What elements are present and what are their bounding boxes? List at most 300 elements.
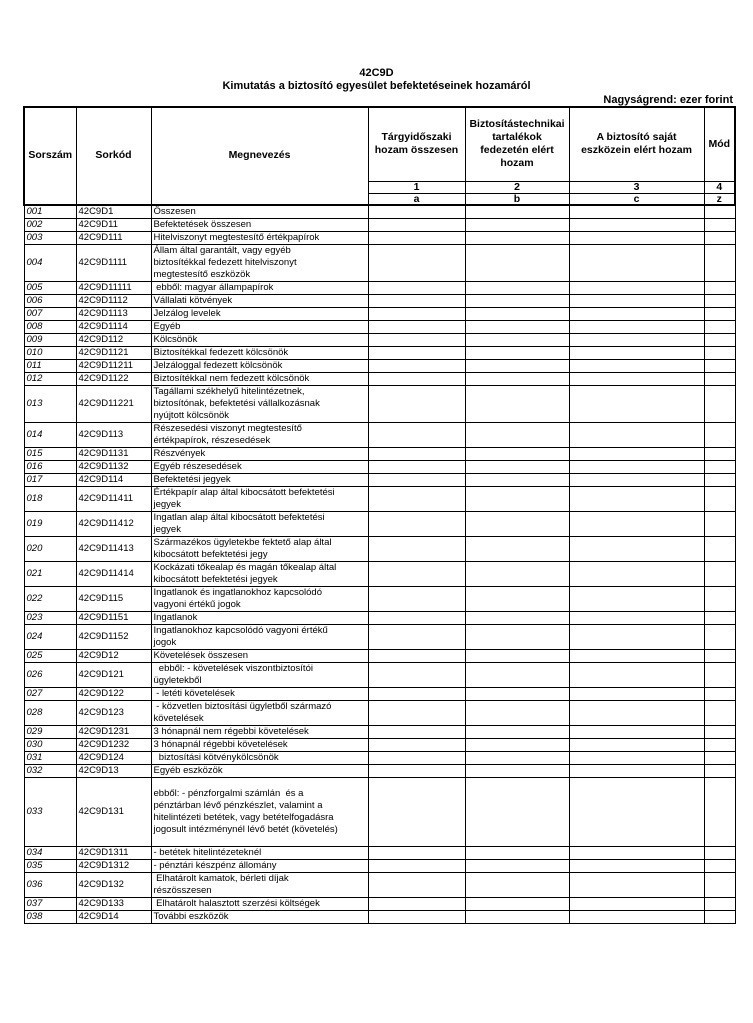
value-cell-1[interactable] (368, 307, 465, 320)
row-code: 42C9D1122 (76, 372, 151, 385)
value-cell-3[interactable] (569, 218, 704, 231)
value-cell-3[interactable] (569, 320, 704, 333)
table-row (24, 536, 735, 561)
row-number: 006 (24, 294, 76, 307)
value-cell-2[interactable] (465, 205, 569, 219)
value-cell-mod[interactable] (704, 662, 735, 687)
value-cell-3[interactable] (569, 624, 704, 649)
value-cell-2[interactable] (465, 700, 569, 725)
value-cell-mod[interactable] (704, 725, 735, 738)
value-cell-3[interactable] (569, 422, 704, 447)
row-description: Biztosítékkal nem fedezett kölcsönök (151, 372, 368, 385)
value-cell-3[interactable] (569, 777, 704, 846)
table-body (24, 205, 735, 924)
value-cell-3[interactable] (569, 738, 704, 751)
table-row (24, 725, 735, 738)
value-cell-3[interactable] (569, 244, 704, 281)
table-row (24, 486, 735, 511)
table-row (24, 511, 735, 536)
row-description: - pénztári készpénz állomány (151, 859, 368, 872)
value-cell-mod[interactable] (704, 294, 735, 307)
col-number-3: 3 (569, 181, 704, 193)
row-code: 42C9D1232 (76, 738, 151, 751)
value-cell-mod[interactable] (704, 859, 735, 872)
value-cell-mod[interactable] (704, 359, 735, 372)
value-cell-mod[interactable] (704, 910, 735, 923)
row-number: 024 (24, 624, 76, 649)
row-code: 42C9D1131 (76, 447, 151, 460)
value-cell-2[interactable] (465, 777, 569, 846)
value-cell-1[interactable] (368, 447, 465, 460)
value-cell-2[interactable] (465, 359, 569, 372)
col-number-4: 4 (704, 181, 735, 193)
value-cell-2[interactable] (465, 687, 569, 700)
value-cell-3[interactable] (569, 536, 704, 561)
value-cell-mod[interactable] (704, 586, 735, 611)
value-cell-2[interactable] (465, 910, 569, 923)
table-row (24, 244, 735, 281)
col-letter-a: a (368, 193, 465, 205)
value-cell-1[interactable] (368, 294, 465, 307)
value-cell-2[interactable] (465, 738, 569, 751)
row-number: 011 (24, 359, 76, 372)
value-cell-mod[interactable] (704, 486, 735, 511)
row-code: 42C9D11411 (76, 486, 151, 511)
value-cell-3[interactable] (569, 611, 704, 624)
row-description: Összesen (151, 205, 368, 219)
row-number: 038 (24, 910, 76, 923)
table-row (24, 320, 735, 333)
value-cell-1[interactable] (368, 536, 465, 561)
value-cell-2[interactable] (465, 649, 569, 662)
value-cell-1[interactable] (368, 910, 465, 923)
col-letter-c: c (569, 193, 704, 205)
value-cell-2[interactable] (465, 460, 569, 473)
report-table (23, 106, 736, 924)
row-code: 42C9D1 (76, 205, 151, 219)
value-cell-1[interactable] (368, 649, 465, 662)
value-cell-2[interactable] (465, 846, 569, 859)
value-cell-1[interactable] (368, 511, 465, 536)
table-row (24, 281, 735, 294)
value-cell-1[interactable] (368, 586, 465, 611)
value-cell-mod[interactable] (704, 333, 735, 346)
row-number: 027 (24, 687, 76, 700)
value-cell-3[interactable] (569, 859, 704, 872)
value-cell-2[interactable] (465, 294, 569, 307)
row-description: Ingatlanokhoz kapcsolódó vagyoni értékű jogok (151, 624, 368, 649)
value-cell-2[interactable] (465, 536, 569, 561)
unit-label: Nagyságrend: ezer forint (603, 94, 733, 106)
table-row (24, 586, 735, 611)
value-cell-1[interactable] (368, 346, 465, 359)
row-description: biztosítási kötvénykölcsönök (151, 751, 368, 764)
table-row (24, 611, 735, 624)
row-number: 037 (24, 897, 76, 910)
page-title: Kimutatás a biztosító egyesület befektetéseinek hozamáról (222, 80, 531, 92)
col-header-3: A biztosító saját eszközein elért hozam (569, 107, 704, 181)
value-cell-2[interactable] (465, 725, 569, 738)
value-cell-2[interactable] (465, 320, 569, 333)
row-description: Értékpapír alap által kibocsátott befektetési jegyek (151, 486, 368, 511)
value-cell-mod[interactable] (704, 536, 735, 561)
table-row (24, 231, 735, 244)
table-row (24, 700, 735, 725)
row-code: 42C9D122 (76, 687, 151, 700)
col-letter-z: z (704, 193, 735, 205)
table-row (24, 460, 735, 473)
value-cell-3[interactable] (569, 687, 704, 700)
value-cell-2[interactable] (465, 859, 569, 872)
row-code: 42C9D115 (76, 586, 151, 611)
value-cell-mod[interactable] (704, 281, 735, 294)
value-cell-1[interactable] (368, 372, 465, 385)
row-description: Követelések összesen (151, 649, 368, 662)
table-row (24, 897, 735, 910)
table-row (24, 359, 735, 372)
value-cell-1[interactable] (368, 422, 465, 447)
value-cell-1[interactable] (368, 624, 465, 649)
value-cell-1[interactable] (368, 486, 465, 511)
row-description: Elhatárolt kamatok, bérleti díjak részösszesen (151, 872, 368, 897)
value-cell-3[interactable] (569, 333, 704, 346)
row-description: Befektetések összesen (151, 218, 368, 231)
value-cell-mod[interactable] (704, 764, 735, 777)
value-cell-2[interactable] (465, 511, 569, 536)
col-letter-b: b (465, 193, 569, 205)
row-description: ebből: - követelések viszontbiztosítói ügyletekből (151, 662, 368, 687)
value-cell-1[interactable] (368, 320, 465, 333)
row-description: Egyéb részesedések (151, 460, 368, 473)
row-code: 42C9D132 (76, 872, 151, 897)
value-cell-1[interactable] (368, 859, 465, 872)
value-cell-mod[interactable] (704, 561, 735, 586)
value-cell-1[interactable] (368, 460, 465, 473)
value-cell-1[interactable] (368, 333, 465, 346)
value-cell-3[interactable] (569, 447, 704, 460)
row-number: 028 (24, 700, 76, 725)
row-description: - letéti követelések (151, 687, 368, 700)
value-cell-mod[interactable] (704, 738, 735, 751)
value-cell-1[interactable] (368, 777, 465, 846)
row-code: 42C9D12 (76, 649, 151, 662)
value-cell-3[interactable] (569, 294, 704, 307)
row-code: 42C9D11 (76, 218, 151, 231)
value-cell-mod[interactable] (704, 218, 735, 231)
value-cell-2[interactable] (465, 561, 569, 586)
value-cell-3[interactable] (569, 910, 704, 923)
value-cell-1[interactable] (368, 218, 465, 231)
value-cell-1[interactable] (368, 561, 465, 586)
row-number: 023 (24, 611, 76, 624)
col-header-sorszam: Sorszám (24, 107, 76, 205)
value-cell-2[interactable] (465, 473, 569, 486)
value-cell-2[interactable] (465, 486, 569, 511)
value-cell-3[interactable] (569, 473, 704, 486)
row-code: 42C9D112 (76, 333, 151, 346)
row-number: 007 (24, 307, 76, 320)
value-cell-3[interactable] (569, 649, 704, 662)
value-cell-1[interactable] (368, 662, 465, 687)
table-row (24, 649, 735, 662)
table-row (24, 422, 735, 447)
row-code: 42C9D11221 (76, 385, 151, 422)
row-description: Ingatlanok és ingatlanokhoz kapcsolódó vagyoni értékű jogok (151, 586, 368, 611)
row-number: 005 (24, 281, 76, 294)
table-row (24, 687, 735, 700)
table-row (24, 333, 735, 346)
table-row (24, 205, 735, 219)
value-cell-3[interactable] (569, 205, 704, 219)
value-cell-mod[interactable] (704, 320, 735, 333)
value-cell-3[interactable] (569, 751, 704, 764)
row-description: 3 hónapnál nem régebbi követelések (151, 725, 368, 738)
row-number: 010 (24, 346, 76, 359)
value-cell-mod[interactable] (704, 460, 735, 473)
value-cell-2[interactable] (465, 231, 569, 244)
table-row (24, 764, 735, 777)
row-code: 42C9D1111 (76, 244, 151, 281)
table-row (24, 346, 735, 359)
row-number: 030 (24, 738, 76, 751)
value-cell-2[interactable] (465, 333, 569, 346)
value-cell-mod[interactable] (704, 372, 735, 385)
table-row (24, 777, 735, 846)
row-code: 42C9D1112 (76, 294, 151, 307)
value-cell-mod[interactable] (704, 231, 735, 244)
row-description: Egyéb (151, 320, 368, 333)
row-description: Ingatlan alap által kibocsátott befektetési jegyek (151, 511, 368, 536)
row-number: 015 (24, 447, 76, 460)
value-cell-3[interactable] (569, 307, 704, 320)
value-cell-1[interactable] (368, 897, 465, 910)
value-cell-2[interactable] (465, 281, 569, 294)
value-cell-3[interactable] (569, 511, 704, 536)
row-code: 42C9D1311 (76, 846, 151, 859)
row-number: 034 (24, 846, 76, 859)
value-cell-1[interactable] (368, 359, 465, 372)
row-code: 42C9D113 (76, 422, 151, 447)
row-number: 018 (24, 486, 76, 511)
value-cell-3[interactable] (569, 662, 704, 687)
row-number: 004 (24, 244, 76, 281)
row-number: 013 (24, 385, 76, 422)
row-code: 42C9D114 (76, 473, 151, 486)
value-cell-mod[interactable] (704, 422, 735, 447)
row-description: Elhatárolt halasztott szerzési költségek (151, 897, 368, 910)
row-description: 3 hónapnál régebbi követelések (151, 738, 368, 751)
row-description: ebből: magyar állampapírok (151, 281, 368, 294)
row-number: 032 (24, 764, 76, 777)
row-code: 42C9D11414 (76, 561, 151, 586)
value-cell-2[interactable] (465, 244, 569, 281)
row-description: Vállalati kötvények (151, 294, 368, 307)
row-code: 42C9D1151 (76, 611, 151, 624)
value-cell-mod[interactable] (704, 846, 735, 859)
value-cell-3[interactable] (569, 700, 704, 725)
row-description: Részvények (151, 447, 368, 460)
value-cell-2[interactable] (465, 385, 569, 422)
row-number: 017 (24, 473, 76, 486)
row-number: 020 (24, 536, 76, 561)
row-code: 42C9D111 (76, 231, 151, 244)
row-number: 036 (24, 872, 76, 897)
value-cell-mod[interactable] (704, 624, 735, 649)
value-cell-2[interactable] (465, 611, 569, 624)
row-number: 035 (24, 859, 76, 872)
value-cell-2[interactable] (465, 662, 569, 687)
row-number: 022 (24, 586, 76, 611)
table-row (24, 385, 735, 422)
value-cell-2[interactable] (465, 218, 569, 231)
value-cell-2[interactable] (465, 897, 569, 910)
col-number-1: 1 (368, 181, 465, 193)
value-cell-2[interactable] (465, 372, 569, 385)
value-cell-3[interactable] (569, 359, 704, 372)
value-cell-mod[interactable] (704, 447, 735, 460)
value-cell-mod[interactable] (704, 700, 735, 725)
value-cell-2[interactable] (465, 764, 569, 777)
table-row (24, 872, 735, 897)
row-number: 031 (24, 751, 76, 764)
value-cell-1[interactable] (368, 751, 465, 764)
value-cell-1[interactable] (368, 281, 465, 294)
row-code: 42C9D1114 (76, 320, 151, 333)
value-cell-3[interactable] (569, 764, 704, 777)
value-cell-3[interactable] (569, 846, 704, 859)
row-number: 001 (24, 205, 76, 219)
value-cell-1[interactable] (368, 205, 465, 219)
row-number: 033 (24, 777, 76, 846)
row-description: ebből: - pénzforgalmi számlán és a pénztárban lévő pénzkészlet, valamint a hitelintézeti betétek, vagy betételfogadásra jogosult intézménynél lévő betét (követelés) (151, 777, 368, 846)
col-header-mod: Mód (704, 107, 735, 181)
row-code: 42C9D131 (76, 777, 151, 846)
row-description: Állam által garantált, vagy egyéb biztosítékkal fedezett hitelviszonyt megtestesítő eszközök (151, 244, 368, 281)
value-cell-mod[interactable] (704, 385, 735, 422)
value-cell-3[interactable] (569, 281, 704, 294)
row-description: - közvetlen biztosítási ügyletből származó követelések (151, 700, 368, 725)
value-cell-2[interactable] (465, 624, 569, 649)
value-cell-1[interactable] (368, 846, 465, 859)
value-cell-mod[interactable] (704, 687, 735, 700)
value-cell-mod[interactable] (704, 611, 735, 624)
value-cell-3[interactable] (569, 231, 704, 244)
row-code: 42C9D11211 (76, 359, 151, 372)
value-cell-2[interactable] (465, 751, 569, 764)
row-code: 42C9D1113 (76, 307, 151, 320)
value-cell-3[interactable] (569, 346, 704, 359)
value-cell-1[interactable] (368, 872, 465, 897)
value-cell-mod[interactable] (704, 872, 735, 897)
row-description: - betétek hitelintézeteknél (151, 846, 368, 859)
value-cell-3[interactable] (569, 385, 704, 422)
row-description: További eszközök (151, 910, 368, 923)
row-number: 029 (24, 725, 76, 738)
value-cell-1[interactable] (368, 687, 465, 700)
value-cell-3[interactable] (569, 897, 704, 910)
value-cell-mod[interactable] (704, 244, 735, 281)
value-cell-1[interactable] (368, 738, 465, 751)
value-cell-mod[interactable] (704, 205, 735, 219)
value-cell-3[interactable] (569, 872, 704, 897)
row-number: 008 (24, 320, 76, 333)
row-description: Jelzáloggal fedezett kölcsönök (151, 359, 368, 372)
value-cell-1[interactable] (368, 385, 465, 422)
value-cell-mod[interactable] (704, 511, 735, 536)
row-description: Származékos ügyletekbe fektető alap által kibocsátott befektetési jegy (151, 536, 368, 561)
value-cell-2[interactable] (465, 422, 569, 447)
table-row (24, 624, 735, 649)
row-description: Tagállami székhelyű hitelintézetnek, biztosítónak, befektetési vállalkozásnak nyújtott kölcsönök (151, 385, 368, 422)
table-row (24, 738, 735, 751)
table-row (24, 859, 735, 872)
table-row (24, 447, 735, 460)
row-code: 42C9D123 (76, 700, 151, 725)
value-cell-1[interactable] (368, 700, 465, 725)
value-cell-1[interactable] (368, 725, 465, 738)
row-description: Jelzálog levelek (151, 307, 368, 320)
value-cell-mod[interactable] (704, 346, 735, 359)
value-cell-mod[interactable] (704, 473, 735, 486)
col-header-megnevezes: Megnevezés (151, 107, 368, 205)
table-row (24, 307, 735, 320)
value-cell-1[interactable] (368, 244, 465, 281)
value-cell-2[interactable] (465, 586, 569, 611)
value-cell-1[interactable] (368, 611, 465, 624)
value-cell-2[interactable] (465, 447, 569, 460)
value-cell-mod[interactable] (704, 777, 735, 846)
value-cell-3[interactable] (569, 372, 704, 385)
value-cell-1[interactable] (368, 764, 465, 777)
value-cell-mod[interactable] (704, 897, 735, 910)
row-code: 42C9D1312 (76, 859, 151, 872)
row-number: 012 (24, 372, 76, 385)
value-cell-mod[interactable] (704, 649, 735, 662)
row-code: 42C9D11413 (76, 536, 151, 561)
row-code: 42C9D121 (76, 662, 151, 687)
value-cell-3[interactable] (569, 586, 704, 611)
table-row (24, 662, 735, 687)
value-cell-3[interactable] (569, 486, 704, 511)
row-code: 42C9D1132 (76, 460, 151, 473)
row-number: 021 (24, 561, 76, 586)
row-number: 009 (24, 333, 76, 346)
table-row (24, 751, 735, 764)
form-code: 42C9D (359, 67, 394, 79)
value-cell-3[interactable] (569, 561, 704, 586)
table-row (24, 294, 735, 307)
value-cell-2[interactable] (465, 346, 569, 359)
table-row (24, 473, 735, 486)
row-number: 016 (24, 460, 76, 473)
row-description: Egyéb eszközök (151, 764, 368, 777)
value-cell-1[interactable] (368, 473, 465, 486)
row-description: Befektetési jegyek (151, 473, 368, 486)
row-description: Ingatlanok (151, 611, 368, 624)
row-description: Hitelviszonyt megtestesítő értékpapírok (151, 231, 368, 244)
value-cell-mod[interactable] (704, 751, 735, 764)
value-cell-2[interactable] (465, 307, 569, 320)
col-number-2: 2 (465, 181, 569, 193)
value-cell-1[interactable] (368, 231, 465, 244)
row-number: 003 (24, 231, 76, 244)
value-cell-mod[interactable] (704, 307, 735, 320)
value-cell-3[interactable] (569, 725, 704, 738)
row-code: 42C9D11412 (76, 511, 151, 536)
value-cell-3[interactable] (569, 460, 704, 473)
value-cell-2[interactable] (465, 872, 569, 897)
row-number: 026 (24, 662, 76, 687)
